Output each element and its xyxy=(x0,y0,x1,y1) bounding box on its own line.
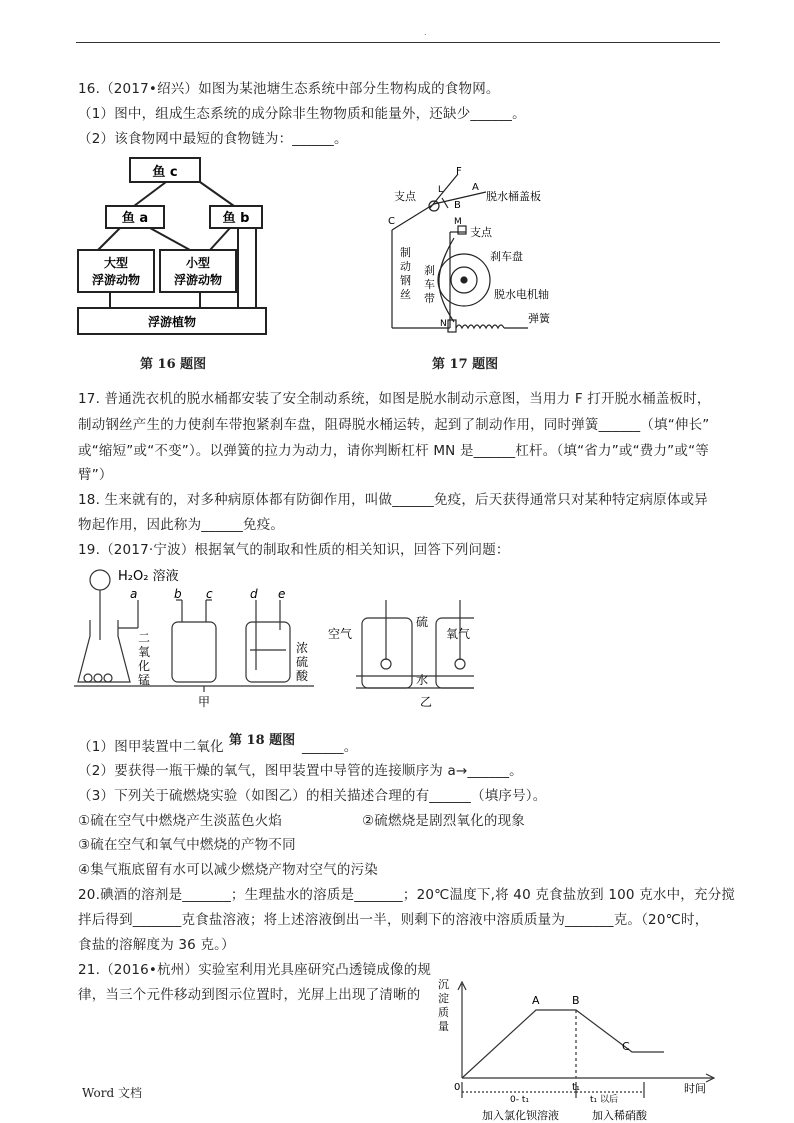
point-l-label: L xyxy=(438,185,444,195)
h2o2-label: H₂O₂ 溶液 xyxy=(118,569,179,584)
segment1-label: 0- t₁ xyxy=(510,1095,529,1105)
q17-line4: 臂”） xyxy=(78,467,113,483)
ylabel-1: 沉 xyxy=(438,978,449,991)
band-label-2: 车 xyxy=(424,278,435,291)
large-zooplankton-line2: 浮游动物 xyxy=(91,273,141,287)
precipitate-mass-graph xyxy=(432,978,722,1123)
force-f-label: F xyxy=(456,166,462,177)
q19-option4: ④集气瓶底留有水可以减少燃烧产物对空气的污染 xyxy=(78,862,379,878)
air-label: 空气 xyxy=(328,627,353,641)
figure-18-oxygen-apparatus xyxy=(74,560,474,712)
sulfur-label: 硫 xyxy=(416,615,429,629)
apparatus-jia-label: 甲 xyxy=(198,695,211,709)
segment2-caption: 加入稀硝酸 xyxy=(592,1109,647,1122)
q17-line2: 制动钢丝产生的力使刹车带抱紧刹车盘，阻碍脱水桶运转，起到了制动作用，同时弹簧______（填“伸长” xyxy=(78,417,710,433)
tube-c-label: c xyxy=(206,587,213,601)
figure-16-food-web xyxy=(70,150,280,350)
spring-label: 弹簧 xyxy=(528,312,550,325)
q19-option1: ①硫在空气中燃烧产生淡蓝色火焰 xyxy=(78,813,283,829)
header-mark: . xyxy=(424,28,427,37)
footer-label: Word 文档 xyxy=(82,1086,142,1100)
q17-line1: 17. 普通洗衣机的脱水桶都安装了安全制动系统，如图是脱水制动示意图，当用力 F 打开脱水桶盖板时， xyxy=(78,391,711,407)
q21-line2: 律，当三个元件移动到图示位置时，光屏上出现了清晰的 xyxy=(78,987,421,1003)
q18-line1: 18. 生来就有的，对多种病原体都有防御作用，叫做______免疫，后天获得通常只对某种特定病原体或异 xyxy=(78,492,708,508)
motor-shaft-label: 脱水电机轴 xyxy=(494,288,549,301)
mno2-label-3: 化 xyxy=(138,659,151,673)
q19-option3: ③硫在空气和氧气中燃烧的产物不同 xyxy=(78,837,296,853)
figure-17-brake-diagram xyxy=(378,162,568,342)
wire-label-2: 动 xyxy=(400,260,411,273)
mno2-label-2: 氧 xyxy=(138,645,151,659)
large-zooplankton-line1: 大型 xyxy=(103,256,129,270)
q19-part2: （2）要获得一瓶干燥的氧气，图甲装置中导管的连接顺序为 a→______。 xyxy=(78,763,523,779)
point-a-label: A xyxy=(532,994,540,1007)
q20-line3: 食盐的溶解度为 36 克。） xyxy=(78,937,235,953)
segment2-label: t₁ 以后 xyxy=(590,1095,618,1105)
tube-a-label: a xyxy=(130,587,138,601)
acid-label-2: 硫 xyxy=(296,655,309,669)
t1-label: t₁ xyxy=(572,1082,580,1093)
oxygen-label: 氧气 xyxy=(446,627,471,641)
q16-part2: （2）该食物网中最短的食物链为：______。 xyxy=(78,131,348,147)
lid-label: 脱水桶盖板 xyxy=(486,190,541,203)
acid-label-3: 酸 xyxy=(296,669,309,683)
fish-b-label: 鱼 b xyxy=(222,211,250,226)
fulcrum-top-label: 支点 xyxy=(394,190,416,203)
q19-part1-end: ______。 xyxy=(302,739,358,755)
fish-c-label: 鱼 c xyxy=(152,165,178,180)
band-label-1: 刹 xyxy=(424,264,435,277)
water-label: 水 xyxy=(416,673,429,687)
point-b-label: B xyxy=(454,200,461,211)
wire-label-1: 制 xyxy=(400,246,411,259)
tube-e-label: e xyxy=(278,587,286,601)
origin-label: 0 xyxy=(454,1082,461,1093)
q17-line3: 或“缩短”或“不变”）。以弹簧的拉力为动力，请你判断杠杆 MN 是______杠杆。（填“省力”或“费力”或“等 xyxy=(78,443,709,459)
q20-line1: 20.碘酒的溶剂是_______；生理盐水的溶质是_______；20℃温度下,将 40 克食盐放到 100 克水中，充分搅 xyxy=(78,887,736,903)
wire-label-4: 丝 xyxy=(400,288,411,301)
tube-d-label: d xyxy=(250,587,258,601)
q19-part1-start: （1）图甲装置中二氧化 xyxy=(78,739,224,755)
figure-17-caption: 第 17 题图 xyxy=(432,357,499,372)
fish-a-label: 鱼 a xyxy=(121,211,149,226)
segment1-caption: 加入氯化钡溶液 xyxy=(482,1109,559,1122)
fulcrum-right-label: 支点 xyxy=(470,226,492,239)
point-b-label: B xyxy=(572,994,580,1007)
header-rule xyxy=(76,42,720,43)
q20-line2: 拌后得到_______克食盐溶液；将上述溶液倒出一半，则剩下的溶液中溶质质量为_______克。（20℃时， xyxy=(78,912,709,928)
q18-line2: 物起作用，因此称为______免疫。 xyxy=(78,517,285,533)
brake-disc-label: 刹车盘 xyxy=(490,250,523,263)
point-n-label: N xyxy=(440,319,447,329)
tube-b-label: b xyxy=(174,587,182,601)
mno2-label-1: 二 xyxy=(138,631,151,645)
small-zooplankton-line2: 浮游动物 xyxy=(173,273,223,287)
ylabel-3: 质 xyxy=(438,1006,449,1019)
small-zooplankton-line1: 小型 xyxy=(185,256,211,270)
point-c-label: C xyxy=(622,1040,630,1053)
ylabel-2: 淀 xyxy=(438,992,449,1005)
apparatus-yi-label: 乙 xyxy=(420,695,433,709)
point-m-label: M xyxy=(454,217,462,227)
figure-18-caption: 第 18 题图 xyxy=(229,733,296,748)
q16-stem: 16.（2017•绍兴）如图为某池塘生态系统中部分生物构成的食物网。 xyxy=(78,81,500,97)
q19-stem: 19.（2017·宁波）根据氧气的制取和性质的相关知识，回答下列问题： xyxy=(78,542,510,558)
q19-option2: ②硫燃烧是剧烈氧化的现象 xyxy=(362,813,526,829)
point-c-label: C xyxy=(388,216,395,227)
xlabel: 时间 xyxy=(684,1082,706,1095)
q16-part1: （1）图中，组成生态系统的成分除非生物物质和能量外，还缺少______。 xyxy=(78,106,526,122)
acid-label-1: 浓 xyxy=(296,641,309,655)
point-a-label: A xyxy=(472,182,479,193)
figure-16-caption: 第 16 题图 xyxy=(140,357,207,372)
mno2-label-4: 锰 xyxy=(138,673,151,687)
q19-part3: （3）下列关于硫燃烧实验（如图乙）的相关描述合理的有______（填序号）。 xyxy=(78,788,547,804)
phytoplankton-label: 浮游植物 xyxy=(147,315,197,329)
q21-line1: 21.（2016•杭州）实验室利用光具座研究凸透镜成像的规 xyxy=(78,962,432,978)
band-label-3: 带 xyxy=(424,292,435,305)
wire-label-3: 钢 xyxy=(400,274,411,287)
ylabel-4: 量 xyxy=(438,1020,449,1033)
